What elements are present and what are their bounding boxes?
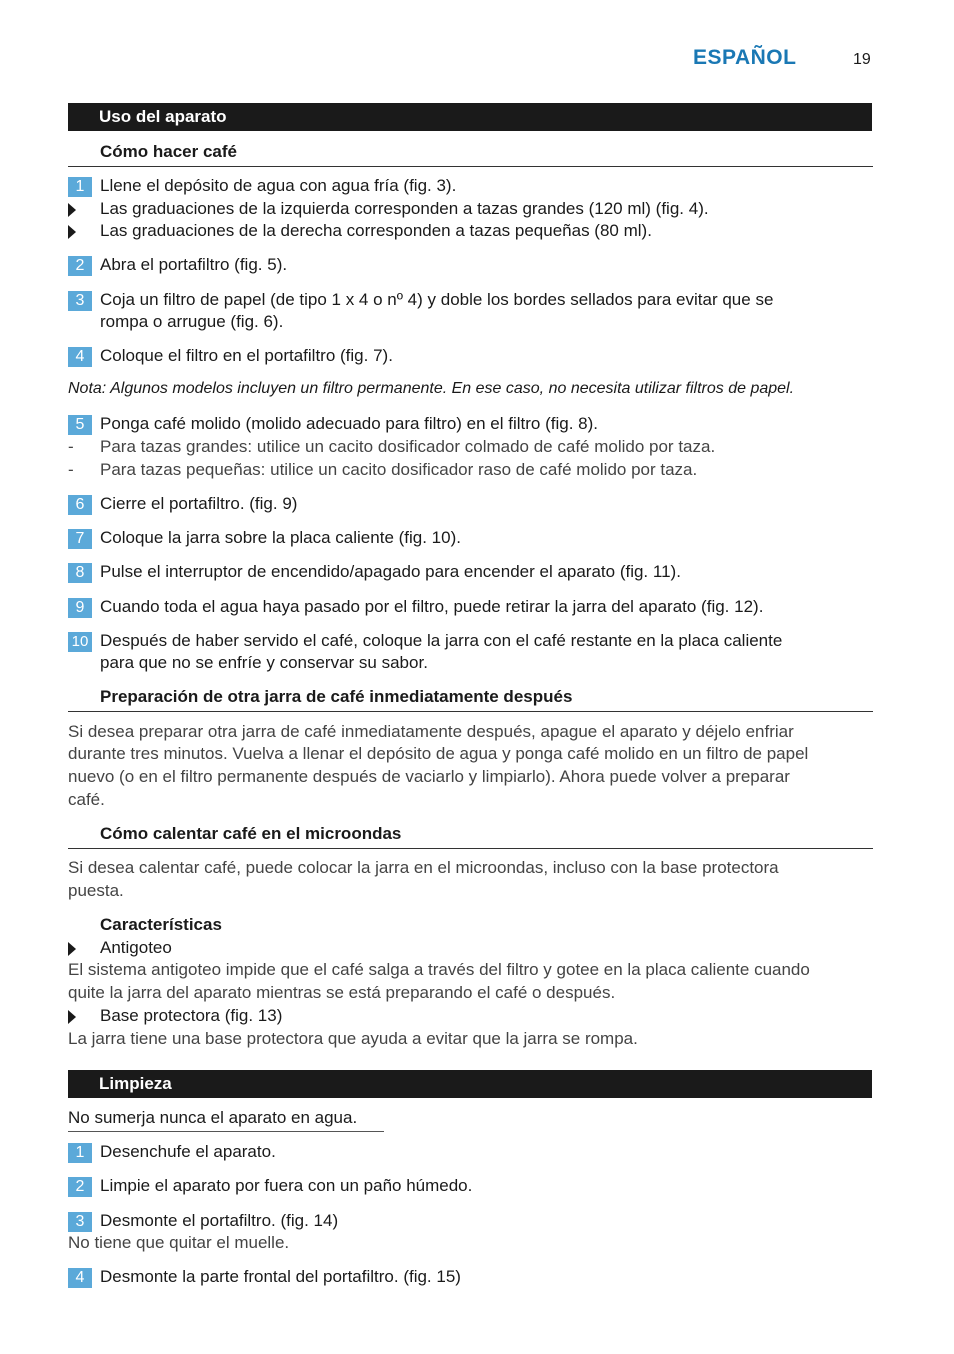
step-text: Después de haber servido el café, coloque la jarra con el café restante en la placa caliente	[100, 631, 783, 650]
step-number: 1	[68, 177, 92, 197]
step-text: Desenchufe el aparato.	[100, 1142, 276, 1161]
dash-text: Para tazas grandes: utilice un cacito dosificador colmado de café molido por taza.	[100, 437, 716, 456]
bullet-text: Las graduaciones de la derecha corresponden a tazas pequeñas (80 ml).	[100, 221, 652, 240]
step-text: Abra el portafiltro (fig. 5).	[100, 255, 288, 274]
step-text: Ponga café molido (molido adecuado para filtro) en el filtro (fig. 8).	[100, 414, 598, 433]
note-text: Nota: Algunos modelos incluyen un filtro permanente. En ese caso, no necesita utilizar filtros de papel.	[68, 380, 795, 397]
feature-title: Antigoteo	[100, 938, 172, 957]
divider	[68, 711, 873, 712]
paragraph-line: Si desea preparar otra jarra de café inmediatamente después, apague el aparato y déjelo enfriar	[68, 722, 794, 741]
step-number: 2	[68, 1177, 92, 1197]
step-number: 6	[68, 495, 92, 515]
step-text: Cierre el portafiltro. (fig. 9)	[100, 494, 298, 513]
section-bar-uso	[68, 103, 872, 131]
step-text: Cuando toda el agua haya pasado por el filtro, puede retirar la jarra del aparato (fig. 12).	[100, 597, 764, 616]
step-text: para que no se enfríe y conservar su sabor.	[100, 653, 428, 672]
step-text: Coloque el filtro en el portafiltro (fig. 7).	[100, 346, 393, 365]
step-number: 3	[68, 1212, 92, 1232]
subsection-como-hacer-cafe: Cómo hacer café	[100, 142, 237, 161]
subsection-microondas: Cómo calentar café en el microondas	[100, 824, 402, 843]
step-text: Coja un filtro de papel (de tipo 1 x 4 o nº 4) y doble los bordes sellados para evitar que se	[100, 290, 774, 309]
step-number: 3	[68, 291, 92, 311]
step-number: 2	[68, 256, 92, 276]
subsection-preparacion: Preparación de otra jarra de café inmediatamente después	[100, 687, 573, 706]
feature-title: Base protectora (fig. 13)	[100, 1006, 283, 1025]
step-text: rompa o arrugue (fig. 6).	[100, 312, 284, 331]
step-number: 9	[68, 598, 92, 618]
page-number: 19	[853, 51, 871, 68]
step-number: 7	[68, 529, 92, 549]
step-text: Coloque la jarra sobre la placa caliente (fig. 10).	[100, 528, 461, 547]
bullet-icon	[68, 225, 76, 239]
step-number: 10	[68, 632, 92, 652]
step-text: Desmonte el portafiltro. (fig. 14)	[100, 1211, 339, 1230]
step-number: 5	[68, 415, 92, 435]
bullet-text: Las graduaciones de la izquierda corresponden a tazas grandes (120 ml) (fig. 4).	[100, 199, 709, 218]
paragraph-line: café.	[68, 790, 105, 809]
section-title: Uso del aparato	[99, 107, 227, 126]
dash-text: Para tazas pequeñas: utilice un cacito dosificador raso de café molido por taza.	[100, 460, 698, 479]
subsection-caracteristicas: Características	[100, 915, 222, 934]
section-bar-limpieza	[68, 1070, 872, 1098]
paragraph-line: durante tres minutos. Vuelva a llenar el depósito de agua y ponga café molido en un filtro de papel	[68, 744, 809, 763]
divider	[68, 848, 873, 849]
step-text: Pulse el interruptor de encendido/apagado para encender el aparato (fig. 11).	[100, 562, 681, 581]
divider	[68, 166, 873, 167]
paragraph-line: nuevo (o en el filtro permanente después de vaciarlo y limpiarlo). Ahora puede volver a preparar	[68, 767, 790, 786]
bullet-icon	[68, 203, 76, 217]
paragraph-line: No tiene que quitar el muelle.	[68, 1233, 290, 1252]
step-number: 8	[68, 563, 92, 583]
paragraph-line: Si desea calentar café, puede colocar la jarra en el microondas, incluso con la base protectora	[68, 858, 779, 877]
warning-underline	[68, 1131, 384, 1132]
step-text: Desmonte la parte frontal del portafiltro. (fig. 15)	[100, 1267, 461, 1286]
step-text: Llene el depósito de agua con agua fría (fig. 3).	[100, 176, 457, 195]
warning-text: No sumerja nunca el aparato en agua.	[68, 1108, 358, 1127]
paragraph-line: La jarra tiene una base protectora que ayuda a evitar que la jarra se rompa.	[68, 1029, 638, 1048]
dash-marker: -	[68, 437, 74, 456]
language-label: ESPAÑOL	[693, 46, 797, 69]
bullet-icon	[68, 942, 76, 956]
paragraph-line: El sistema antigoteo impide que el café salga a través del filtro y gotee en la placa caliente cuando	[68, 960, 810, 979]
step-number: 4	[68, 347, 92, 367]
paragraph-line: puesta.	[68, 881, 124, 900]
step-number: 4	[68, 1268, 92, 1288]
bullet-icon	[68, 1010, 76, 1024]
step-number: 1	[68, 1143, 92, 1163]
paragraph-line: quite la jarra del aparato mientras se está preparando el café o después.	[68, 983, 616, 1002]
section-title: Limpieza	[99, 1074, 172, 1093]
step-text: Limpie el aparato por fuera con un paño húmedo.	[100, 1176, 473, 1195]
dash-marker: -	[68, 460, 74, 479]
